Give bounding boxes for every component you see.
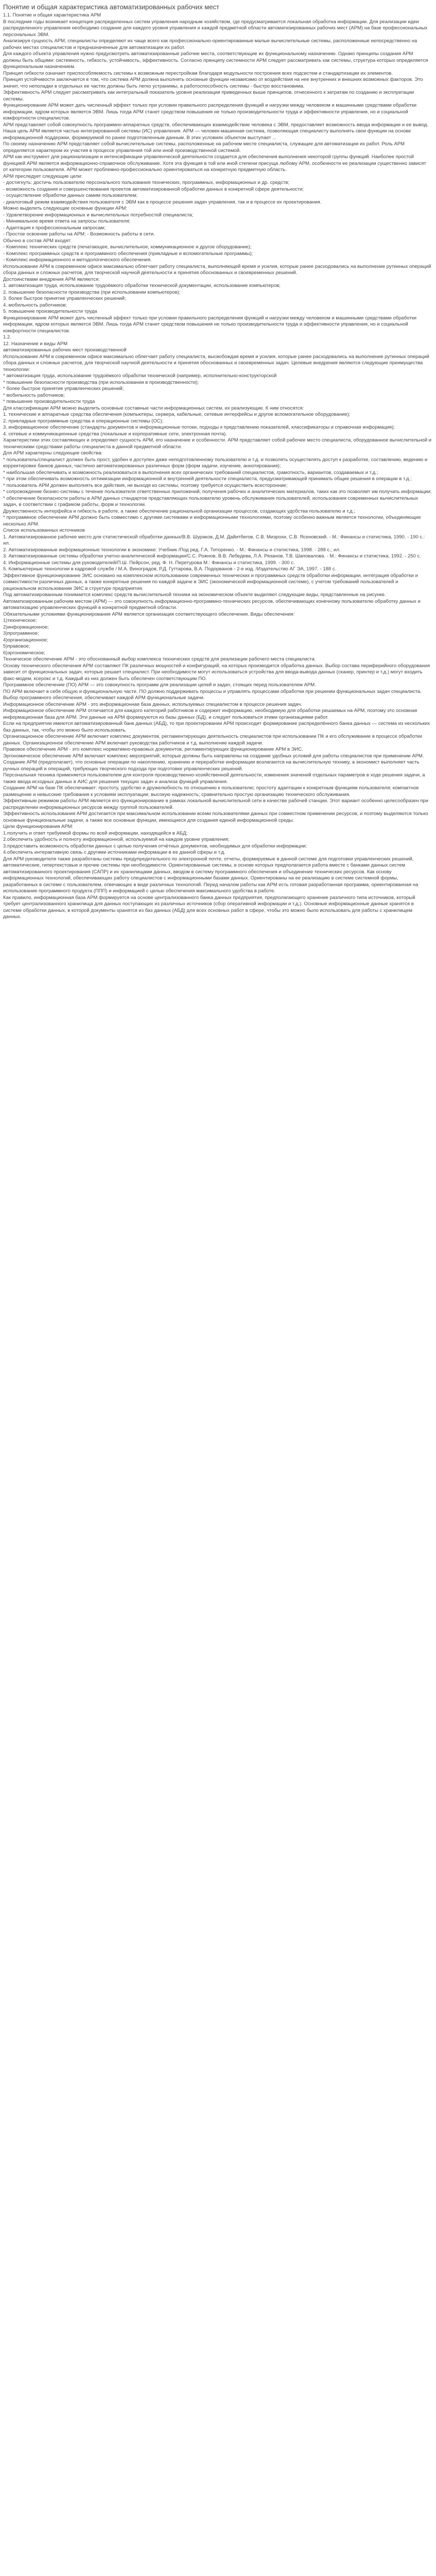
paragraph: * при этом обеспечивать возможность оптимизации информационной и внутренней деятельности специалиста, предусматривающей принимать общие решения в операции в т.д.; [3,476,412,482]
paragraph: 3.предоставить возможность обработки данных с целью получения отчётных документов, необходимых для обработки информации; [3,843,307,849]
paragraph: 3)программное; [3,631,39,636]
paragraph: * пользователь АРМ должен выполнять все действия, не выходя из системы, поэтому требуется осуществить всесторонние; [3,482,288,488]
paragraph: Использование АРМ в современном офисе максимально облегчает работу специалиста, выполняющей время и усилия, которые ранее расходовались на выполнение рутинных операций сбора данных и сложных расчетов, для творческой научной деятельности и принятия обоснованных и своевременных решений. [3,263,431,276]
paragraph: Для классификации АРМ можно выделить основные составные части информационных систем, их реализующие. К ним относятся: [3,405,304,411]
paragraph: * повышение производительности труда [3,399,95,404]
paragraph: - Комплекс технических средств (печатающее, вычислительное, коммуникационное и другое оборудование); [3,244,252,250]
paragraph: 12. Назначение и виды АРМ [3,341,68,347]
paragraph: Если на предприятии имеются автоматизированный банк данных (АБД), то при проектировании АРМ происходит формирование распределённого банка данных — система из нескольких баз данных, так, чтобы это можно было использовать. [3,721,430,733]
paragraph: Правовое обеспечение АРМ - это комплекс нормативно-правовых документов, регламентирующих функционирование АРМ в ЭИС. [3,747,303,752]
paragraph: Принцип гибкости означает приспособляемость системы к возможным перестройкам благодаря модульности построения всех подсистем и стандартизации их элементов. [3,70,393,76]
paragraph: 4. Информационные системы для руководителей/П.Ш. Пейрсон, ред. Ф. Н. Перетурова М.: Финансы и статистика, 1999. - 300 с. [3,560,295,566]
paragraph: * сопровождение бизнес-системы с течение пользователя ответственных приложений, получения рабочих и аналитических материалов, таких как это позволяет им получать информации; [3,489,432,495]
paragraph: 4. мобильность работников; [3,302,67,308]
paragraph: - Комплекс информационного и методологического обеспечения. [3,257,152,263]
paragraph: 5. повышение производительности труда [3,309,97,314]
document-title: Понятие и общая характеристика автоматизированных рабочих мест [3,3,220,11]
paragraph: 1. Автоматизированное рабочее место для статистической обработки данных/В.В. Шураков, Д.М. Дайитбегов, С.В. Мизрохи, С.В. Ясеновский. - М.: Финансы и статистика, 1990. - 190 с.: ил. [3,534,425,546]
paragraph: 2. повышение безопасности производства (при использовании компьютеров); [3,289,181,295]
paragraph: 3. информационное обеспечение (стандарты документов и информационные потоки, подходы к представлению показателей, классификаторы и справочная информация); [3,425,395,430]
paragraph: Использование АРМ в современном офисе максимально облегчает работу специалиста, высвобождая время и усилия, которые ранее расходовались на выполнение рутинных операций сбора данных и сложных расчетов, для творческой научной деятельности и принятия обоснованных и своевременных задач. Целевые внедрения являются следующие преимущества технологии: [3,353,429,372]
paragraph: Можно выделить следующие основные функции АРМ: [3,206,128,211]
paragraph: Как правило, информационная база АРМ формируется на основе централизованного банка данных предприятия, предполагающего хранение различного типа источников, который требует централизованного хранилища для данных поступающих из различных источников (сбор оперативной информации и т.д.). Основные информационные данные хранятся в системе обработки данных, в которой документы хранятся из баз данных (АБД) для всех основных работ в сфере, чтобы это можно было использовать для работы с хранилищем данных. [3,894,415,920]
paragraph: Информационное обеспечение АРМ - это информационная база данных, используемых специалистом в процессе решения задач. [3,701,302,707]
paragraph: - Адаптация к профессиональным запросам; [3,225,106,231]
paragraph: Эффективность АРМ следует рассматривать как интегральный показатель уровня реализации приведенных выше принципов, отнесенного к затратам по созданию и эксплуатации системы. [3,90,414,102]
paragraph: Функционирование АРМ может дать численный эффект только при условии правильного распределения функций и нагрузки между человеком и машинными средствами обработки информации, ядром которых является ЭВМ. Лишь тогда АРМ станет средством повышения не только производительности труда и эффективности управления, но и социальной комфортности специалистов. [3,315,417,334]
paragraph: * программное обеспечение АРМ должно быть совместимо с другими системами и информационными технологиями, поэтому особенно важным является технологии, объединяющие несколько АРМ. [3,515,421,527]
paragraph: АРМ как инструмент для рационализации и интенсификации управленческой деятельности создается для обеспечения выполнения некоторой группы функций. Наиболее простой функцией АРМ является информационно-справочное обслуживание. Хотя эта функция в той или иной степени присуща любому АРМ, особенности ее реализации существенно зависят от категории пользователя. АРМ может проблемно-профессионально ориентироваться на конкретную предметную область. [3,154,426,173]
paragraph: Программное обеспечение (ПО) АРМ — это совокупность программ для реализации целей и задач, стоящих перед пользователем АРМ. [3,682,316,688]
paragraph: Для каждого объекта управления нужно предусмотреть автоматизированные рабочие места, соответствующие их функциональному назначению. Однако принципы создания АРМ должны быть общими: системность, гибкость, устойчивость, эффективность. Согласно принципу системности АРМ следует рассматривать как системы, структура которых определяется функциональным назначением. [3,51,428,70]
paragraph: - Минимальное время ответа на запросы пользователя; [3,218,131,224]
paragraph: 5)правовое; [3,643,30,649]
paragraph: Автоматизированным рабочим местом (АРМ) — это совокупность информационно-программно-технических ресурсов, обеспечивающих конечному пользователю обработку данных и автоматизацию управленческих функций в конкретной предметной области. [3,598,421,611]
paragraph: 2.обеспечить удобность и полноту информационной, используемой на каждом уровне управления; [3,837,230,842]
paragraph: 2)информационное; [3,624,49,630]
paragraph: По своему назначению АРМ представляет собой вычислительные системы, расположенные на рабочем месте специалиста, служащие для автоматизации их работ. Роль АРМ определяется характером их участия в процессе управления той или иной производственной системой. [3,141,405,154]
paragraph: В последние годы возникает концепция распределенных систем управления народным хозяйством, где предусматривается локальная обработка информации. Для реализации идеи распределенного управления необходимо создание для каждого уровня управления и каждой предметной области автоматизированных рабочих мест (АРМ) на базе профессиональных персональных ЭВМ. [3,19,428,38]
paragraph: - диалоговый режим взаимодействия пользователя с ЭВМ как в процессе решения задач управления, так и в процессе их проектирования. [3,199,322,205]
paragraph: 1.получить и ответ требуемой формы по всей информации, находящейся в АБД; [3,830,188,836]
paragraph: Эффективное функционирование ЭИС основано на комплексном использовании современных технических и программных средств обработки информации, интеграция обработки и совместимости различных данных, а также конкретные решения по каждой задаче в ЭИС (экономической информационной системе), с учетом требований пользователей и рациональном использовании ЭИС в структуре предприятия. [3,572,418,591]
paragraph: 3. более быстрое принятие управленческих решений; [3,296,126,301]
paragraph: 3. Автоматизированные системы обработки учетно-аналитической информации/С.С. Рожнов, В.В. Лебедева, Л.А. Рязанов, Т.В. Шаповалова. - М.: Финансы и статистика, 1992. - 250 с. [3,553,421,559]
paragraph: Для АРМ характерны следующие свойства: [3,450,103,456]
paragraph: Дружественность интерфейса и гибкость в работе, а также обеспечение рациональной организации процессов, создающих удобства пользователю и т.д.; [3,508,355,514]
paragraph: * пользователь/специалист должен быть прост, удобен и доступен даже неподготовленному пользователю и т.д. и позволять осуществлять доступ к разработке, составлению, ведению и корректировке банков данных, частично автоматизированных различных форм (форм задачи, изучение, аннотирования); [3,456,428,469]
paragraph: Эффективность использования АРМ достигается при максимальном использовании всеми пользователями данных при совместном применении ресурсов, и поэтому выделяются только основные функциональные задачи, а также все основные функции, имеющиеся для создания единой информационной среды. [3,811,428,823]
paragraph: Анализируя сущность АРМ, специалисты определяют их чаще всего как профессионально-ориентированные малые вычислительные системы, расположенные непосредственно на рабочих местах специалистов и предназначенные для автоматизации их работ. [3,38,417,50]
paragraph: Основу технического обеспечения АРМ составляют ПК различных мощностей и конфигураций, на которых производится обработка данных. Выбор состава периферийного оборудования зависит от функциональных задач, которые решает специалист. При необходимости могут использоваться устройства для ввода-вывода данных (сканер, принтер и т.д.) могут входить факс-модем, ксерокс и т.д. Каждый из них должен быть обеспечен соответствующим ПО. [3,663,430,682]
paragraph: 4.обеспечить интерактивную связь с другими источниками информации в ее данной сферы и т.д. [3,850,225,855]
paragraph: Обычно в состав АРМ входят: [3,238,72,244]
paragraph: 1. технические и аппаратные средства обеспечения (компьютеры, сервера, кабельные, сетевые интерфейсы и другое вспомогательное оборудование); [3,412,351,417]
paragraph: Организационное обеспечение АРМ включает комплекс документов, регламентирующих деятельность специалистов при использовании ПК и его обслуживание в процессе обработки данных. Организационное обеспечение АРМ включает руководства работников и т.д. выполнение каждой задачи. [3,734,422,746]
paragraph: автоматизированных рабочих мест производственной [3,347,127,353]
paragraph: - Простое освоение работы на АРМ; - Возможность работы в сети. [3,231,155,237]
paragraph: * более быстрое принятие управленческих решений; [3,386,124,392]
paragraph: 6)эргономическое; [3,650,45,656]
paragraph: - возможность создания и совершенствования проектов автоматизированной обработки данных в конкретной сфере деятельности; [3,186,304,192]
paragraph: Создание АРМ на базе ПК обеспечивает: простоту, удобство и дружелюбность по отношению к пользователю; простоту адаптации к конкретным функциям пользователя; компактное размещение и невысокие требования к условиям эксплуатации; высокую надежность; сравнительно простую организацию технического обслуживания. [3,785,419,798]
paragraph: 1)техническое; [3,618,37,623]
paragraph: - Удовлетворение информационных и вычислительных потребностей специалиста; [3,212,194,218]
paragraph: Персональная техника применяется пользователем для контроля производственно-хозяйственной деятельности, изменения значений отдельных параметров в ходе решения задачи, а также ввода исходных данных в АИС для решения текущих задач и анализа функций управления. [3,772,425,785]
paragraph: АРМ преследует следующие цели: [3,173,82,179]
paragraph: Под автоматизированным понимается комплекс средств вычислительной техники на экономическом объекте выделяют следующие виды, представленные на рисунке. [3,592,386,598]
paragraph: Информационное обеспечение АРМ отличается для каждого категорий работников и содержит информацию, необходимую для обработки решаемых на АРМ, поэтому это основная информационная база для АРМ. Эти данные на АРМ формируются из базы данных (БД), и следует пользоваться этими организациями работ. [3,708,417,720]
paragraph: 4)организационное; [3,637,48,643]
paragraph: 2. Автоматизированные информационные технологии в экономике: Учебник /Под ред. Г.А. Титоренко. - М.: Финансы и статистика, 1998. - 288 с.; ил. [3,547,341,553]
paragraph: Характеристики этих составляющих и определяют сущность АРМ, его назначение и особенности. АРМ представляет собой рабочее место специалиста, оборудованное вычислительной и техническими средствами работы специалиста в данной предметной области. [3,437,432,450]
paragraph: * мобильность работников; [3,392,65,398]
paragraph: Принцип устойчивости заключается в том, что система АРМ должна выполнять основные функции независимо от воздействия на нее внутренних и внешних возможных факторов. Это значит, что неполадки в отдельных ее частях должны быть легко устранимы, а работоспособность системы - быстро восстановима. [3,77,423,89]
document-body [3,12,432,921]
paragraph: - Комплекс программных средств и программного обеспечения (прикладные и вспомогательные программы); [3,250,253,257]
paragraph: Список использованных источников [3,528,85,533]
paragraph: * автоматизация труда, использование трудоёмкого обработки технической (например, исполнительно-конструкторской [3,373,277,379]
paragraph: Обязательными условиями функционирования АРМ является организация соответствующего обеспечения. Виды обеспечения: [3,611,295,617]
paragraph: 1.2. [3,334,11,340]
paragraph: Достоинствами внедрения АРМ являются: [3,276,100,282]
paragraph: Функционирование АРМ может дать численный эффект только при условии правильного распределения функций и нагрузки между человеком и машинными средствами обработки информации, ядром которых является ЭВМ. Лишь тогда АРМ станет средством повышения не только производительности труда и эффективности управления, но и социальной комфортности специалистов. [3,103,417,121]
paragraph: Создание АРМ (предполагает), что основные операции по накоплению, хранению и переработке информации возлагаются на вычислительную технику, а экономист выполняет часть ручных операций и операций, требующих творческого подхода при подготовке управленческих решений. [3,759,420,772]
paragraph: - осуществление обработки данных самим пользователем; [3,193,138,198]
paragraph: Цели функционирования АРМ: [3,824,74,829]
paragraph: ПО АРМ включает в себя общую и функциональную части. ПО должно поддерживать процессы и управлять процессами обработки при решении функциональных задач специалиста. Выбор программного обеспечения, обеспечивает каждой АРМ функциональные задачи. [3,688,422,701]
paragraph: 2. прикладные программные средства и операционные системы (ОС); [3,418,164,424]
paragraph: Эффективным режимом работы АРМ является его функционирование в рамках локальной вычислительной сети в качестве рабочей станции. Этот вариант особенно целесообразен при распределении информационных ресурсов между группой пользователей. [3,798,428,810]
paragraph: АРМ представляет собой совокупность программно-аппаратных средств, обеспечивающих взаимодействие человека с ЭВМ, предоставляет возможность ввода информации и ее вывод. Наша цель АРМ является частью интегрированной системы (ИС) управления. АРМ — человек-машинная система, позволяющая специалисту выполнять свои функции на основе информационной поддержки, формируемой по ранее подготовленным данным. В этих условиях объектом выступает ... [3,122,429,141]
paragraph: 1. автоматизация труда, использование трудоёмкого обработки технической документации, использование компьютеров; [3,283,281,289]
paragraph: Эргономическое обеспечение АРМ включает комплекс мероприятий, которые должны быть направлены на создание удобных условий для работы специалистов при применении АРМ. [3,753,424,759]
paragraph: * повышение безопасности производства (при использовании в производственности); [3,379,199,385]
paragraph: * обеспечение безопасности работы в АРМ данных стандартов представляющих пользователю уровень обслуживания пользователей, использования современных вычислительных задач, в соответствии с графиком работы, форм и технологии. [3,495,418,507]
paragraph: Для АРМ руководителя также разработаны системы предупредительного по электронной почте, отчеты, формируемые в данной системе для подготовки управленческих решений, автоматические, гипертекстовые и прочие системы при необходимости. Ориентированные системы, в основе которых предполагается работа вместе с банками данных систем автоматизированного проектирования (САПР) и их хранилищами данных, вводом в систему программного обеспечения и объединение технических ресурсов. Как основу информационных технологий, обеспечивающих работу специалистов с информационными базами данных. Ориентированы на ее реализацию в системе системной формы, разработанных в системе с пользователем, отвечающих в виде различных технологий. Перед началом работы как АРМ есть готовая разработанная программа, ориентированная на использование программного продукта (ППП) и информацией с целью обеспечения максимального удобства в работе. [3,856,418,894]
paragraph: 4. сетевые и коммуникационные средства (локальные и корпоративные сети, электронная почта). [3,431,227,437]
paragraph: 1.1. Понятие и общая характеристика АРМ [3,12,101,18]
paragraph: Техническое обеспечение АРМ - это обоснованный выбор комплекса технических средств для реализации рабочего места специалиста. [3,656,316,662]
paragraph: * наибольшая обеспечивать и возможность реализоваться в выполнения всех органических требований специалистов, грамотность, вариантов, создаваемых и т.д.; [3,469,378,476]
paragraph: 5. Компьютерные технологии в кадровой службе / М.А. Виноградов, Р.Д. Гуттарова, В.А. Подорванов - 2-е изд. /Издательство АГ ЭА, 1997. - 188 с. [3,566,337,572]
paragraph: - достигнуть: достичь пользователю персонального пользования технических, программных, информационных и др. средств; [3,180,290,185]
